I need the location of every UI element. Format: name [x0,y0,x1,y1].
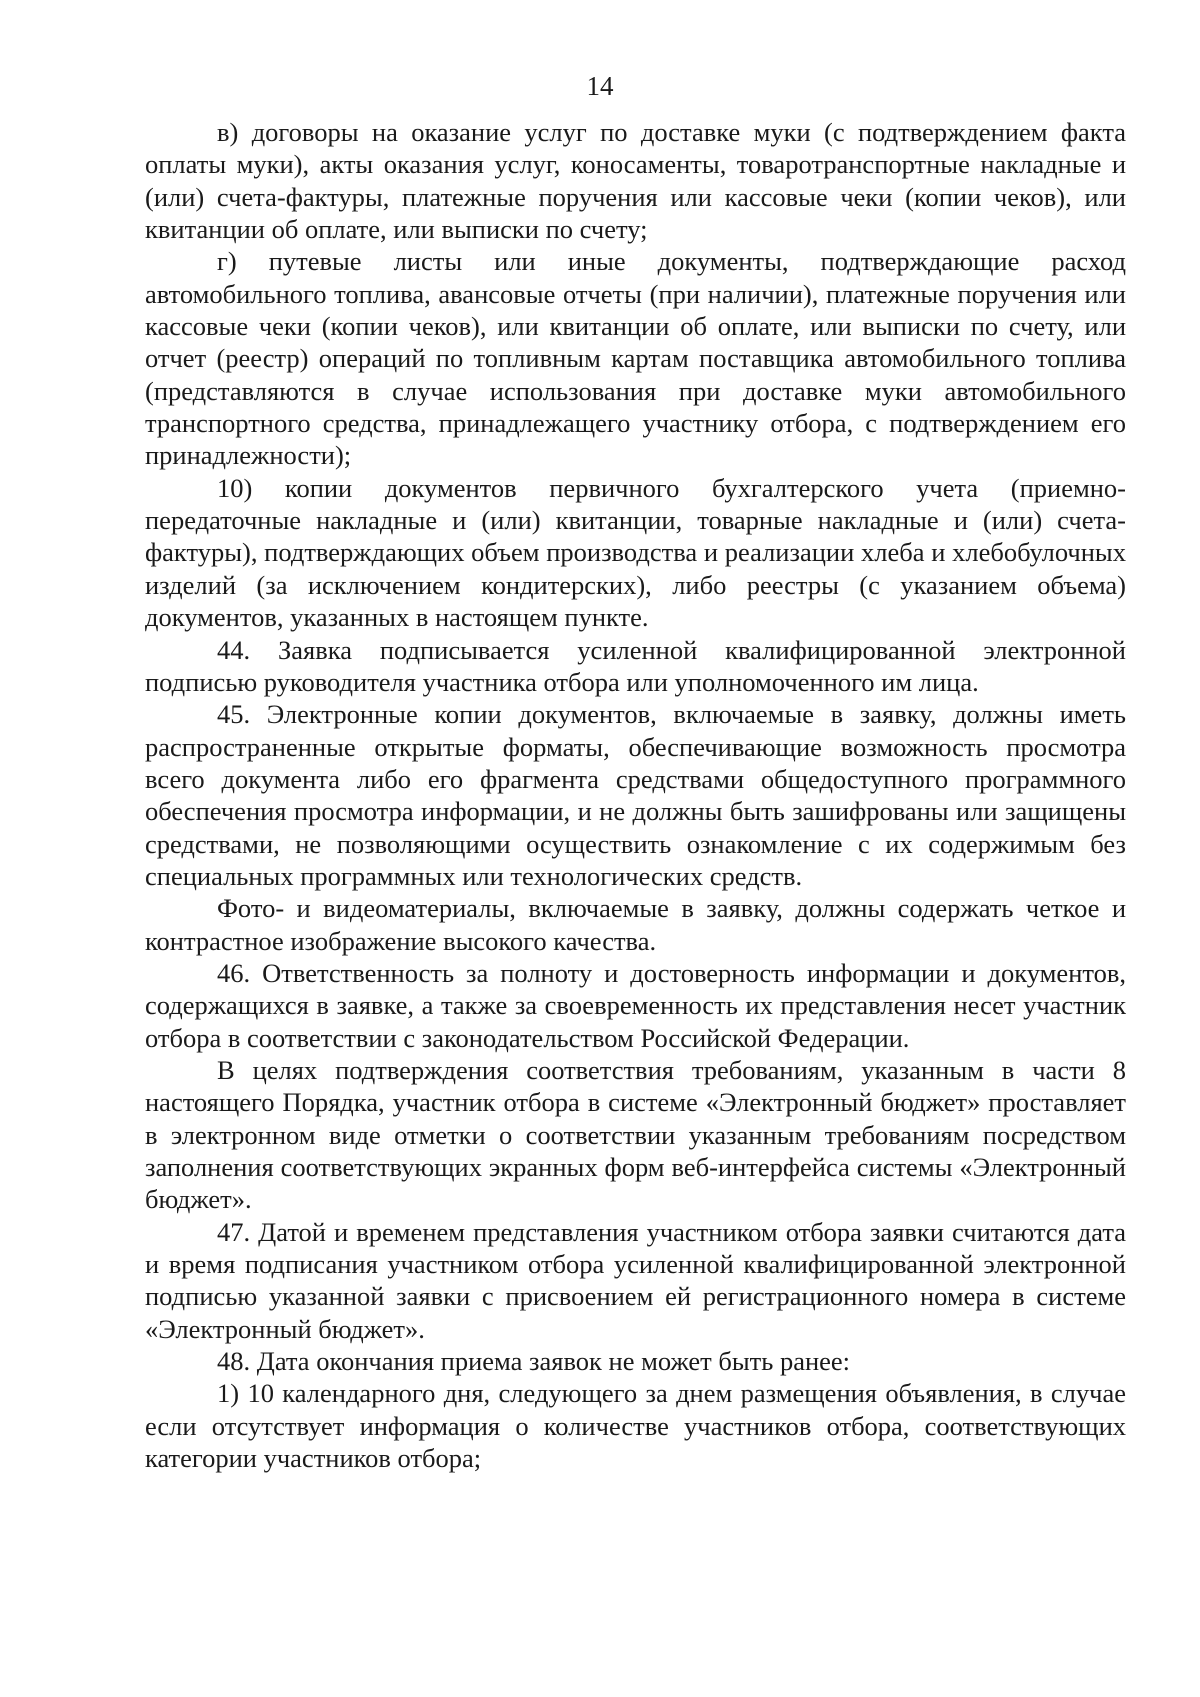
paragraph-44-signature: 44. Заявка подписывается усиленной квалифицированной электронной подписью руководителя участника отбора или уполномоченного им лица. [145,634,1126,697]
paragraph-photo-video: Фото- и видеоматериалы, включаемые в заявку, должны содержать четкое и контрастное изображение высокого качества. [145,893,1126,956]
paragraph-48-deadline: 48. Дата окончания приема заявок не может быть ранее: [217,1346,851,1377]
paragraph-46-responsibility: 46. Ответственность за полноту и достоверность информации и документов, содержащихся в заявке, а также за своевременность их представления несет участник отбора в соответствии с законодательством Российской Федерации. [145,957,1126,1053]
paragraph-10-primary-docs: 10) копии документов первичного бухгалтерского учета (приемно-передаточные накладные и (или) квитанции, товарные накладные и (или) счета-фактуры), подтверждающих объем производства и реализации хлеба и хлебобулочных изделий (за исключением кондитерских), либо реестры (с указанием объема) документов, указанных в настоящем пункте. [145,472,1126,633]
paragraph-1-ten-days: 1) 10 календарного дня, следующего за днем размещения объявления, в случае если отсутствует информация о количестве участников отбора, соответствующих категории участников отбора; [145,1378,1126,1474]
paragraph-v-contracts: в) договоры на оказание услуг по доставке муки (с подтверждением факта оплаты муки), акты оказания услуг, коносаменты, товаротранспортные накладные и (или) счета-фактуры, платежные поручения или кассовые чеки (копии чеков), или квитанции об оплате, или выписки по счету; [145,117,1126,245]
document-body [145,116,1126,1474]
paragraph-45-electronic-copies: 45. Электронные копии документов, включаемые в заявку, должны иметь распространенные открытые форматы, обеспечивающие возможность просмотра всего документа либо его фрагмента средствами общедоступного программного обеспечения просмотра информации, и не должны быть зашифрованы или защищены средствами, не позволяющими осуществить ознакомление с их содержимым без специальных программных или технологических средств. [145,699,1126,891]
page-number: 14 [586,71,614,101]
paragraph-compliance-marks: В целях подтверждения соответствия требованиям, указанным в части 8 настоящего Порядка, участник отбора в системе «Электронный бюджет» проставляет в электронном виде отметки о соответствии указанным требованиям посредством заполнения соответствующих экранных форм веб-интерфейса системы «Электронный бюджет». [145,1054,1126,1215]
paragraph-g-waybills: г) путевые листы или иные документы, подтверждающие расход автомобильного топлива, авансовые отчеты (при наличии), платежные поручения или кассовые чеки (копии чеков), или квитанции об оплате, или выписки по счету, или отчет (реестр) операций по топливным картам поставщика автомобильного топлива (представляются в случае использования при доставке муки автомобильного транспортного средства, принадлежащего участнику отбора, с подтверждением его принадлежности); [145,246,1126,471]
paragraph-47-submission-date: 47. Датой и временем представления участником отбора заявки считаются дата и время подписания участником отбора усиленной квалифицированной электронной подписью указанной заявки с присвоением ей регистрационного номера в системе «Электронный бюджет». [145,1216,1126,1344]
